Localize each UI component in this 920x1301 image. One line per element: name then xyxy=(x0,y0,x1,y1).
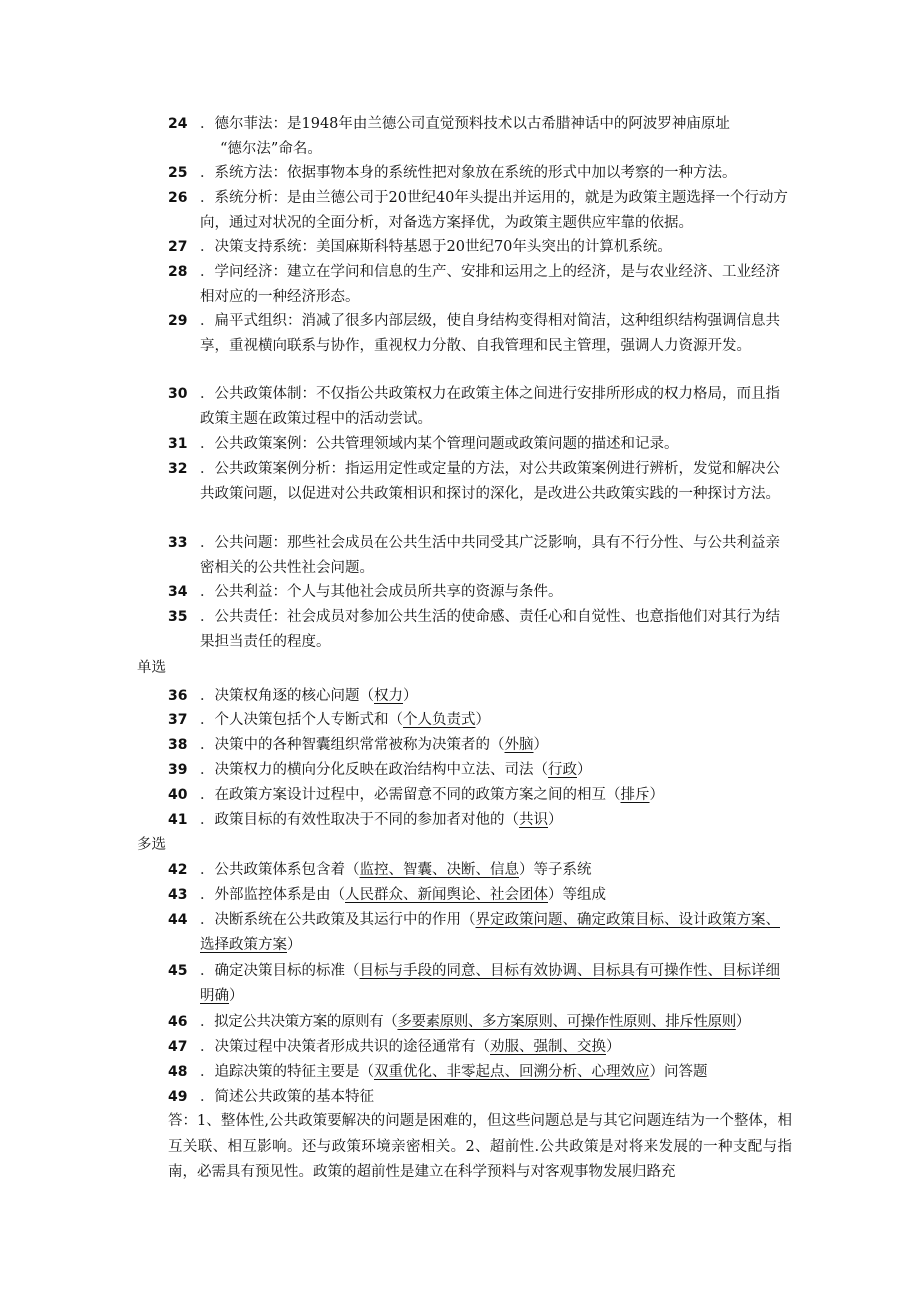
question-suffix: ） xyxy=(606,1039,621,1055)
item-number: 47 xyxy=(168,1039,188,1055)
item-number: 29 xyxy=(168,313,188,329)
item-number: 39 xyxy=(168,762,188,778)
item-text: ．系统分析：是由兰德公司于20世纪40年头提出并运用的，就是为政策主题选择一个行动方向，通过对状况的全面分析，对备选方案择优，为政策主题供应牢靠的依据。 xyxy=(200,190,788,231)
question-suffix: ） xyxy=(735,1014,750,1030)
question-text: ．确定决策目标的标准（ xyxy=(200,963,360,979)
item-number: 28 xyxy=(168,264,188,280)
answer-text: 行政 xyxy=(548,762,577,778)
item-number: 49 xyxy=(168,1089,188,1105)
item-number: 41 xyxy=(168,812,188,828)
question-suffix: ） xyxy=(403,688,418,704)
definition-item-30 xyxy=(168,382,792,431)
item-text: ．公共利益：个人与其他社会成员所共享的资源与条件。 xyxy=(200,584,563,600)
question-suffix: ）等组成 xyxy=(548,887,606,903)
item-text: ．系统方法：依据事物本身的系统性把对象放在系统的形式中加以考察的一种方法。 xyxy=(200,165,737,181)
definition-item-34 xyxy=(168,580,792,605)
multi-choice-item xyxy=(168,1060,792,1085)
answer-text: 监控、智囊、决断、信息 xyxy=(359,862,519,878)
answer-text: 双重优化、非零起点、回溯分析、心理效应 xyxy=(374,1064,650,1080)
question-text: ．外部监控体系是由（ xyxy=(200,887,345,903)
definition-item-31 xyxy=(168,432,792,457)
definition-item-29 xyxy=(168,309,792,358)
item-number: 37 xyxy=(168,712,188,728)
item-number: 31 xyxy=(168,436,188,452)
answer-text: 劝服、强制、交换 xyxy=(490,1039,606,1055)
item-text: ．德尔菲法：是1948年由兰德公司直觉预料技术以古希腊神话中的阿波罗神庙原址 xyxy=(200,116,730,132)
question-suffix: ） xyxy=(649,787,664,803)
question-text: ．决策权角逐的核心问题（ xyxy=(200,688,374,704)
question-text: ．个人决策包括个人专断式和（ xyxy=(200,712,403,728)
item-number: 26 xyxy=(168,190,188,206)
question-text: ．决断系统在公共政策及其运行中的作用（ xyxy=(200,912,476,928)
single-choice-item xyxy=(168,708,792,733)
answer-text: 多要素原则、多方案原则、可操作性原则、排斥性原则 xyxy=(397,1014,736,1030)
answer-paragraph: 答：1、整体性,公共政策要解决的问题是困难的，但这些问题总是与其它问题连结为一个整体，相互关联、相互影响。还与政策环境亲密相关。2、超前性.公共政策是对将来发展的一种支配与指南，必需具有预见性。政策的超前性是建立在科学预料与对客观事物发展归路充 xyxy=(168,1113,792,1180)
item-number: 38 xyxy=(168,737,188,753)
item-number: 25 xyxy=(168,165,188,181)
item-text: ．公共政策案例分析：指运用定性或定量的方法，对公共政策案例进行辨析，发觉和解决公共政策问题，以促进对公共政策相识和探讨的深化，是改进公共政策实践的一种探讨方法。 xyxy=(200,461,780,502)
item-number: 48 xyxy=(168,1064,188,1080)
question-text: ．决策中的各种智囊组织常常被称为决策者的（ xyxy=(200,737,505,753)
answer-text: 排斥 xyxy=(620,787,650,803)
multi-choice-item xyxy=(168,883,792,908)
item-text: ．公共政策体制：不仅指公共政策权力在政策主体之间进行安排所形成的权力格局，而且指政策主题在政策过程中的活动尝试。 xyxy=(200,386,780,427)
item-number: 30 xyxy=(168,386,188,402)
single-choice-heading: 单选 xyxy=(137,660,166,676)
question-suffix: ）问答题 xyxy=(649,1064,708,1080)
multi-choice-item xyxy=(168,908,792,957)
item-number: 36 xyxy=(168,688,188,704)
question-text: ．简述公共政策的基本特征 xyxy=(200,1089,374,1105)
item-text: ．公共政策案例：公共管理领域内某个管理问题或政策问题的描述和记录。 xyxy=(200,436,679,452)
answer-text: 个人负责式 xyxy=(403,712,476,728)
single-choice-item xyxy=(168,758,792,783)
item-number: 24 xyxy=(168,116,188,132)
multi-choice-heading: 多选 xyxy=(137,837,166,853)
definition-item-28 xyxy=(168,260,792,309)
definition-item-26 xyxy=(168,186,792,235)
single-choice-item xyxy=(168,733,792,758)
definition-item-25 xyxy=(168,161,792,186)
question-text: ．政策目标的有效性取决于不同的参加者对他的（ xyxy=(200,812,519,828)
definition-item-35 xyxy=(168,605,792,654)
question-suffix: ）等子系统 xyxy=(519,862,592,878)
answer-text: 权力 xyxy=(374,688,403,704)
multi-choice-item xyxy=(168,1010,792,1035)
item-number: 34 xyxy=(168,584,188,600)
single-choice-item xyxy=(168,684,792,709)
question-text: ．公共政策体系包含着（ xyxy=(200,862,360,878)
item-number: 42 xyxy=(168,862,188,878)
question-suffix: ） xyxy=(475,712,490,728)
answer-text: 目标与手段的同意、目标有效协调、目标具有可操作性、目标详细明确 xyxy=(200,963,780,1004)
essay-question-item xyxy=(168,1085,792,1110)
item-text: ．决策支持系统：美国麻斯科特基恩于20世纪70年头突出的计算机系统。 xyxy=(200,239,672,255)
question-text: ．决策权力的横向分化反映在政治结构中立法、司法（ xyxy=(200,762,548,778)
item-number: 45 xyxy=(168,963,188,979)
multi-choice-item xyxy=(168,858,792,883)
question-text: ．追踪决策的特征主要是（ xyxy=(200,1064,374,1080)
single-choice-item xyxy=(168,783,792,808)
answer-text: 外脑 xyxy=(504,737,534,753)
definition-item-24 xyxy=(168,112,792,161)
definition-item-27 xyxy=(168,235,792,260)
question-suffix: ） xyxy=(287,936,302,953)
item-number: 43 xyxy=(168,887,188,903)
question-suffix: ） xyxy=(533,737,548,753)
multi-choice-item xyxy=(168,1035,792,1060)
item-number: 35 xyxy=(168,609,188,625)
answer-text: 人民群众、新闻舆论、社会团体 xyxy=(345,887,548,903)
item-text: ．公共问题：那些社会成员在公共生活中共同受其广泛影响，具有不行分性、与公共利益亲密相关的公共性社会问题。 xyxy=(200,535,780,576)
definition-item-33 xyxy=(168,531,792,580)
item-number: 33 xyxy=(168,535,188,551)
item-number: 40 xyxy=(168,787,188,803)
question-suffix: ） xyxy=(548,812,563,828)
item-number: 27 xyxy=(168,239,188,255)
answer-text: 界定政策问题、确定政策目标、设计政策方案、选择政策方案 xyxy=(200,912,780,953)
item-text: ．扁平式组织：消减了很多内部层级，使自身结构变得相对简洁，这种组织结构强调信息共享，重视横向联系与协作，重视权力分散、自我管理和民主管理，强调人力资源开发。 xyxy=(200,313,780,354)
item-number: 32 xyxy=(168,461,188,477)
question-text: ．决策过程中决策者形成共识的途径通常有（ xyxy=(200,1039,490,1055)
question-text: ．拟定公共决策方案的原则有（ xyxy=(200,1014,398,1030)
single-choice-item xyxy=(168,808,792,833)
item-text: ．公共责任：社会成员对参加公共生活的使命感、责任心和自觉性、也意指他们对其行为结果担当责任的程度。 xyxy=(200,609,780,650)
item-text-continuation: “德尔法”命名。 xyxy=(220,140,322,157)
answer-text: 共识 xyxy=(519,812,548,828)
multi-choice-item xyxy=(168,959,792,1008)
item-text: ．学问经济：建立在学问和信息的生产、安排和运用之上的经济，是与农业经济、工业经济相对应的一种经济形态。 xyxy=(200,264,780,305)
question-suffix: ） xyxy=(577,762,592,778)
question-text: ．在政策方案设计过程中，必需留意不同的政策方案之间的相互（ xyxy=(200,787,621,803)
question-suffix: ） xyxy=(229,987,244,1004)
item-number: 44 xyxy=(168,912,188,928)
definition-item-32 xyxy=(168,457,792,506)
item-number: 46 xyxy=(168,1014,188,1030)
